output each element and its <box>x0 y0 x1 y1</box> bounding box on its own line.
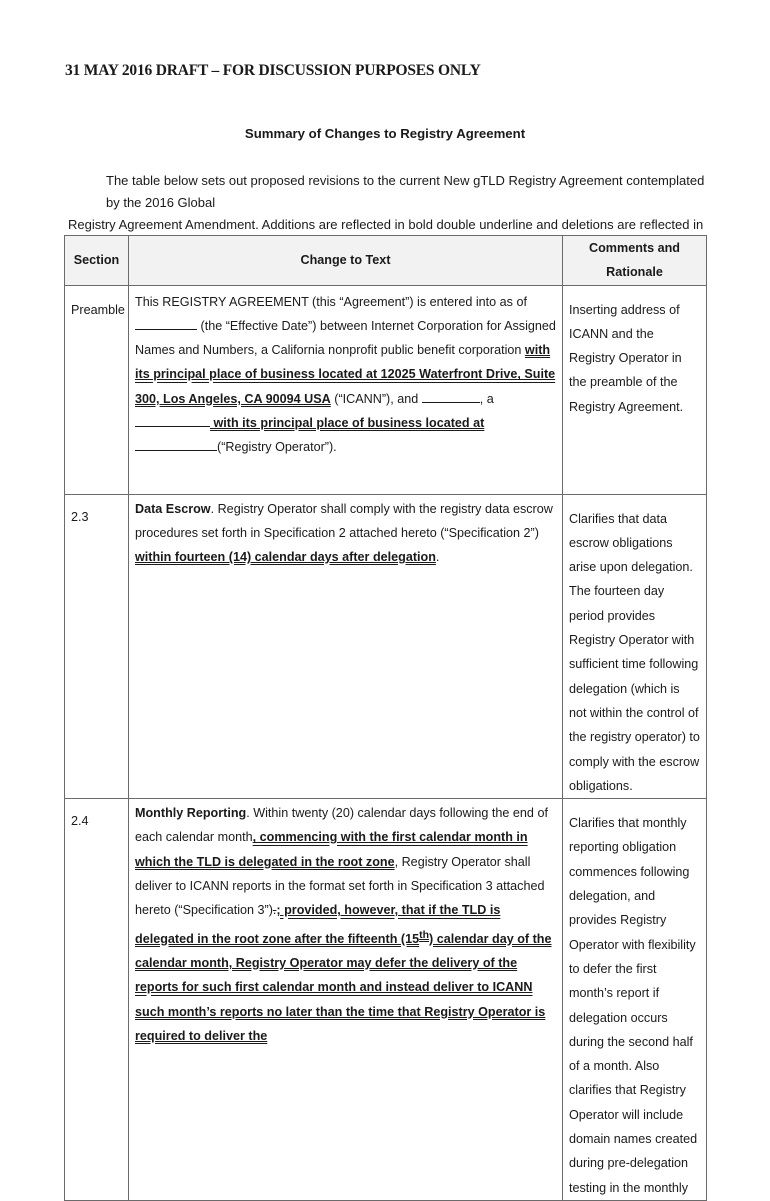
header-comments-rationale: Comments and Rationale <box>563 236 707 286</box>
table-header-row <box>65 236 707 286</box>
addition-text: with its principal place of business located at <box>210 416 485 431</box>
rationale-cell: Inserting address of ICANN and the Registry Operator in the preamble of the Registry Agreement. <box>563 285 707 494</box>
blank-field-registry-type <box>135 412 210 427</box>
addition-text: within fourteen (14) calendar days after delegation <box>135 550 436 565</box>
deletion-text: . <box>272 903 277 918</box>
text-segment: (“Registry Operator”). <box>217 440 337 455</box>
intro-line-1: The table below sets out proposed revisions to the current New gTLD Registry Agreement contemplated by the 2016 Global <box>106 173 705 210</box>
rationale-cell: Clarifies that monthly reporting obligation commences following delegation, and provides Registry Operator with flexibility to defer the first month’s report if delegation occurs during the second half of a month. Also clarifies that Registry Operator will include domain names created during pre-delegation testing in the monthly <box>563 799 707 1201</box>
text-segment: . Registry Operator shall comply with the registry data escrow procedures set forth in Specification 2 attached hereto (“Specification 2”) <box>135 501 553 540</box>
intro-line-2: Registry Agreement Amendment. Additions are reflected in bold double underline and deletions are reflected in strike through. <box>68 217 704 254</box>
header-section: Section <box>65 236 129 286</box>
text-segment: This REGISTRY AGREEMENT (this “Agreement”) is entered into as of <box>135 294 527 309</box>
text-segment: , a <box>479 391 494 406</box>
table-row-2-3 <box>65 494 707 799</box>
rationale-cell: Clarifies that data escrow obligations arise upon delegation. The fourteen day period provides Registry Operator with sufficient time following delegation (which is not within the control of the registry operator) to comply with the escrow obligations. <box>563 494 707 799</box>
page-title: Summary of Changes to Registry Agreement <box>244 126 526 141</box>
text-segment: . <box>435 550 440 565</box>
term-heading: Data Escrow <box>135 501 211 516</box>
text-segment: . Within twenty (20) calendar days following the end of each calendar month <box>135 806 548 845</box>
term-heading: Monthly Reporting <box>135 806 247 821</box>
change-cell <box>129 285 563 494</box>
addition-text: , commencing with the first calendar month in which the TLD is delegated in the root zone <box>135 830 528 869</box>
section-cell: Preamble <box>65 285 129 494</box>
changes-table <box>64 235 707 1201</box>
section-cell: 2.4 <box>65 799 129 1201</box>
change-cell <box>129 799 563 1201</box>
change-cell <box>129 494 563 799</box>
text-segment: (“ICANN”), and <box>330 391 422 406</box>
addition-text: ; provided, however, that if the TLD is delegated in the root zone after the fifteenth (15 <box>135 903 501 946</box>
superscript-th: th <box>419 928 430 941</box>
text-segment: (the “Effective Date”) between Internet Corporation for Assigned Names and Numbers, a California nonprofit public benefit corporation <box>135 318 556 358</box>
blank-field-address <box>135 436 217 451</box>
text-segment: , Registry Operator shall deliver to ICANN reports in the format set forth in Specification 3 attached hereto (“Specification 3”) <box>135 854 545 918</box>
addition-text: with its principal place of business located at 12025 Waterfront Drive, Suite 300, Los Angeles, CA 90094 USA <box>135 343 556 406</box>
header-change-to-text: Change to Text <box>129 236 563 286</box>
blank-field-registry-name <box>422 388 480 403</box>
draft-notice: 31 MAY 2016 DRAFT – FOR DISCUSSION PURPOSES ONLY <box>65 62 481 79</box>
addition-text: ) calendar day of the calendar month, Registry Operator may defer the delivery of the reports for such first calendar month and instead deliver to ICANN such month’s reports no later than the time that Registry Operator is required to deliver the <box>135 931 552 1044</box>
table-row-2-4 <box>65 799 707 1201</box>
table-row-preamble <box>65 285 707 494</box>
blank-field-effective-date <box>135 315 197 330</box>
section-cell: 2.3 <box>65 494 129 799</box>
